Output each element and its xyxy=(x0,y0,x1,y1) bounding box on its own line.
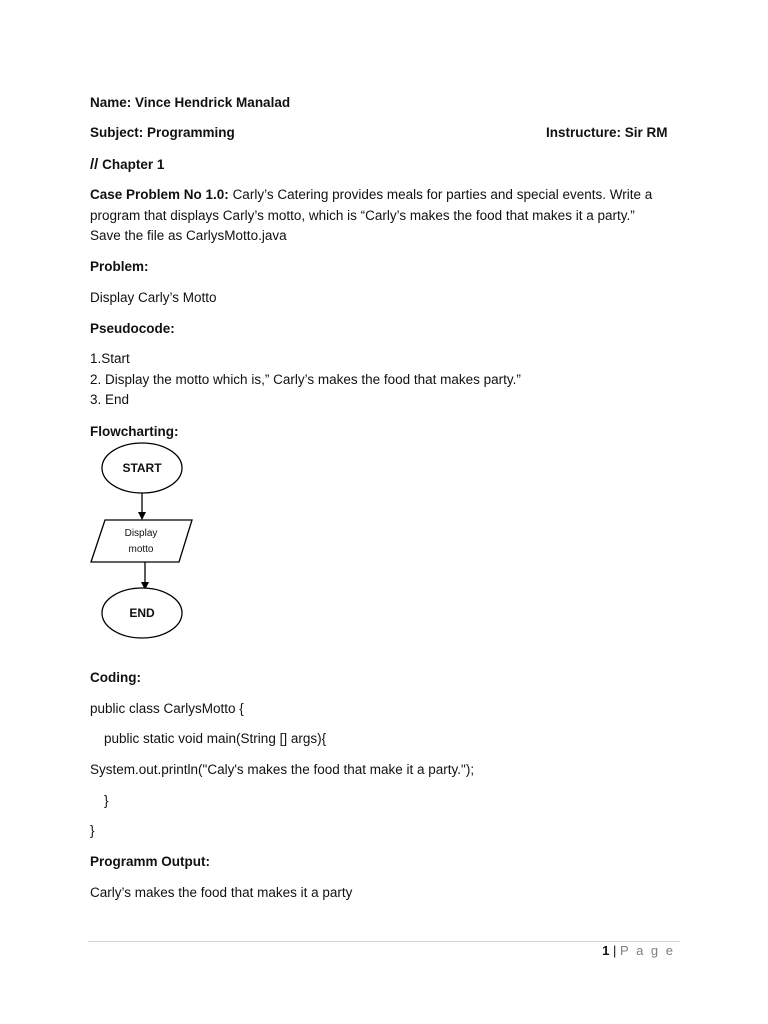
problem-text: Display Carly’s Motto xyxy=(90,290,217,305)
student-name: Name: Vince Hendrick Manalad xyxy=(90,95,291,110)
instructor-label: Instructure: Sir RM xyxy=(546,125,668,140)
page-footer xyxy=(602,943,675,958)
chapter-label: Chapter 1 xyxy=(102,157,165,172)
coding-heading: Coding: xyxy=(90,670,141,685)
code-line: public static void main(String [] args){ xyxy=(104,731,327,746)
process-label-line2: motto xyxy=(128,544,154,555)
footer-divider xyxy=(88,941,680,942)
case-problem-line2: program that displays Carly’s motto, which is “Carly’s makes the food that makes it a party.” xyxy=(90,207,635,223)
problem-heading: Problem: xyxy=(90,259,149,274)
case-problem-label: Case Problem No 1.0: xyxy=(90,187,229,202)
case-problem-line3: Save the file as CarlysMotto.java xyxy=(90,228,287,243)
process-label-line1: Display xyxy=(124,528,158,539)
page-number: 1 xyxy=(602,943,610,958)
code-line: } xyxy=(90,823,95,838)
code-line: System.out.println("Caly's makes the food that make it a party."); xyxy=(90,762,475,777)
subject-label: Subject: Programming xyxy=(90,125,235,140)
case-problem-line1: Carly’s Catering provides meals for parties and special events. Write a xyxy=(232,187,653,202)
end-label: END xyxy=(129,606,155,621)
pseudocode-step: 2. Display the motto which is,” Carly’s makes the food that makes party.” xyxy=(90,371,521,387)
pseudocode-heading: Pseudocode: xyxy=(90,321,175,336)
code-line: public class CarlysMotto { xyxy=(90,701,244,716)
comment-prefix: // xyxy=(90,156,99,173)
output-heading: Programm Output: xyxy=(90,854,210,869)
page-word: P a g e xyxy=(620,943,675,958)
pseudocode-step: 1.Start xyxy=(90,351,130,366)
flowcharting-heading: Flowcharting: xyxy=(90,424,179,439)
start-label: START xyxy=(122,461,162,476)
output-text: Carly’s makes the food that makes it a party xyxy=(90,885,353,900)
pseudocode-step: 3. End xyxy=(90,392,130,407)
display-motto-process xyxy=(91,520,192,562)
footer-separator: | xyxy=(613,943,617,958)
code-line: } xyxy=(104,793,109,808)
